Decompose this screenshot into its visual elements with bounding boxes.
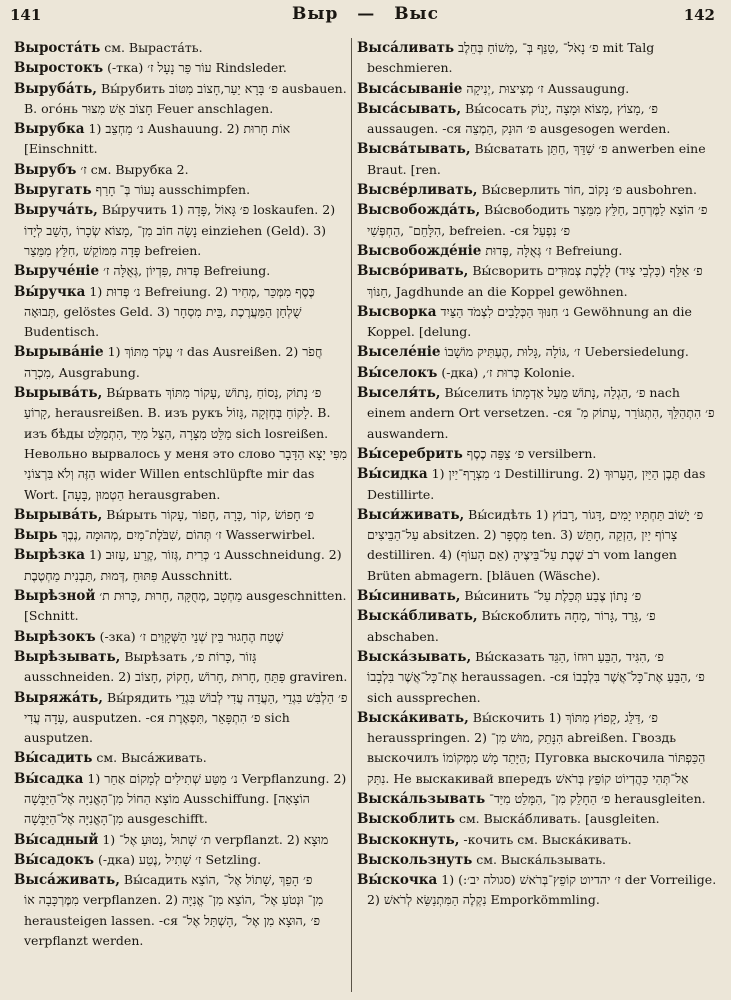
dictionary-entry <box>357 383 717 444</box>
entry-definition: Вы́сидѣть 1) פ׳ יָשׁוֹב תַּחְתָּיו יָמִים ,דָּגוֹר ,רָבוֹץ עַל־הַבֵּיצִים absitzen. 2) מִסְפָּר ten. 3) צָרוֹף יַיִן ,הַזְקֵה ,חָתֵּשׁ destilliren. 4) רֹב שֶׁבֶת עַל־בֵּיצֶיהָ (אֵם הָעוֹף) vom langen Brüten abmagern. [bläuen (Wäsche). <box>367 506 704 583</box>
entry-headword: Выскáльзывать <box>357 790 486 807</box>
dictionary-entry <box>14 627 348 647</box>
entry-definition: 1) ת׳ שָׁתוּל ,נָטוּעַ אֶל־ verpflanzt. 2) מוּצָא <box>98 831 329 847</box>
entry-headword: Выскользнуть <box>357 851 473 868</box>
entry-headword: Вырубáть, <box>14 80 98 97</box>
entry-headword: Вы́сидка <box>357 466 428 483</box>
entry-headword: Выскáбливать, <box>357 608 478 625</box>
entry-definition: 1) ז׳ יהדיוט קוֹפֵץ־בְּרֹאשׁ (סגולה יב׳:) der Vorreilige. 2) נִקְלֶה הַמִּתְנַשֵּׂא לְרֹאשׁ Emporkömmling. <box>367 872 717 908</box>
entry-headword: Вы́селокъ <box>357 364 438 381</box>
entry-headword: Вырывáть, <box>14 506 103 523</box>
dictionary-entry <box>14 505 348 525</box>
entry-definition: см. Вырастáть. <box>100 40 203 55</box>
dictionary-entry <box>357 363 717 383</box>
entry-headword: Высáсываніе <box>357 80 463 97</box>
dictionary-entry <box>357 200 717 241</box>
entry-definition: (-дка) ,כְּרוּת ז׳ Kolonie. <box>437 364 576 380</box>
entry-definition: פ׳ נָאֹל־ ,טַנֵּף בְּ־ ,מָשׁוֹחַ בְּחֵלֶב mit Talg beschmieren. <box>367 40 655 76</box>
entry-definition: 1) נ׳ פְּדוּת Befreiung. 2) כֶּסֶף מִמְּכַּר ,מְחִיר ,תְּבוּאָה gelöstes Geld. 3) שֻׁלְחַן הַמַּעֲרֶכֶת ,בֵּית מִסְחָר Budentisch. <box>24 283 315 340</box>
entry-definition: Вы́рвать פ׳ נָתוֹק ,נָסוֹחַ ,נָתוֹשׁ ,עָקוֹר מִתּוֹךְ ,קָרוֹעַ herausreißen. В. изъ рукъ לָקוֹחַ בְּחָזְקָה ,גָּזוֹל. В. изъ бѣды מַלֵּט מִצָּרָה ,הַצֵּל מִיַּד ,הִתְמַלֵּט sich losreißen. Невольно вырвалось у меня это слово מִפִּי יָצָא הַדָּבָר הַזֶּה וְלֹא בִּרְצוֹנִי wider Willen entschlüpfte mir das Wort. [הַטְמוּן ,בָּעָה herausgraben. <box>24 385 348 502</box>
dictionary-entry <box>14 200 348 261</box>
entry-headword: Высвобождéніе <box>357 242 482 259</box>
entry-definition: см. Выскáбливать. [ausgleiten. <box>454 811 660 827</box>
dictionary-entry <box>357 464 717 505</box>
entry-headword: Выручáть, <box>14 202 98 219</box>
entry-definition: Вы́селить פ׳ ,הַגְלֵה ,נָתוֹשׁ מֵעַל אַדְמָתוֹ nach einem andern Ort versetzen. -ся פ׳ הִתְהַלֵּךְ ,הִתְגּוֹרֵר ,עָתוֹק מִ־ auswandern. <box>367 385 715 441</box>
dictionary-entry <box>14 342 348 383</box>
entry-headword: Выселéніе <box>357 344 441 361</box>
entry-definition: Вы́рядить פ׳ הַלְבִּשׁ בִּגְדֵי ,הַעֲדֵה עֲדִי לְבוֹשׁ בִּגְדֵי ,עָדָה עֲדִי ausputzen. -ся פ׳ הִתְפָּאֵר ,תִּפְאֶרֶת sich ausputzen. <box>24 689 348 746</box>
entry-definition: Вы́сватать פ׳ שַׁדֵּךְ ,חַתֵּן anwerben eine Braut. [ren. <box>367 141 706 177</box>
dictionary-entry <box>357 38 717 79</box>
dictionary-entry <box>14 282 348 343</box>
entry-definition: ז׳ תְּהוֹם ,שִׁבֹּלֶת־מַיִם ,מְהוּמָה ,נֶבֶךְ Wasserwirbel. <box>57 527 316 543</box>
entry-definition: (-дка) ז׳ שָׁתִיל ,נֶטַע Setzling. <box>94 851 262 867</box>
entry-definition: נ׳ חִנּוּךְ הַכְּלָבִים לִצְמֹד הַצַּיִד Gewöhnung an die Koppel. [delung. <box>367 303 692 340</box>
entry-headword: Вы́скочка <box>357 872 438 889</box>
entry-definition: ז׳ מְצִיצוּת ,יְנִיקָה Aussaugung. <box>462 80 630 96</box>
entry-definition: Вырѣзать ,גָּזוֹר ,כָּרוֹת פ׳ ausschneiden. 2) פַּתֵּחַ ,חָרוּת ,חָרוֹשׁ ,חָקוֹק ,חָצוֹב graviren. <box>24 648 348 685</box>
entry-headword: Выскáкивать, <box>357 709 469 726</box>
entry-headword: Высáливать <box>357 40 455 56</box>
entry-definition: פְּדוּת ,פִּדְיוֹן ,גְּאֻלָּה ז׳ Befreiung. <box>99 263 271 279</box>
left-column <box>14 38 348 992</box>
dictionary-entry <box>357 302 717 343</box>
entry-definition: Вы́ручить 1) פ׳ גָּאוֹל ,פָּדָה loskaufen. 2) נָשָׂה חוֹב מִן־ ,מָצוֹא שְׂכָרוֹ ,הָשֵׁב לְיָדוֹ einziehen (Geld). 3) פָּדָה מִמּוֹקֵשׁ ,חִלֵּץ מִמֵּצַר befreien. <box>24 202 336 258</box>
dictionary-entry <box>14 545 348 586</box>
entry-definition: פ׳ הַחָלֵק מִן־ ,הִמָּלֵט מִיַּד־ herausgleiten. <box>485 790 706 806</box>
dictionary-entry <box>14 647 348 688</box>
dictionary-entry <box>357 586 717 606</box>
entry-definition: 1) נ׳ מַטַּע שְׁתִילִים לְמָקוֹם אַחֵר Verpflanzung. 2) מוֹצָא הַחוֹל מִן־הָאֳנִיָּה אֶל־הַיַּבָּשָׁה Ausschiffung. [הוֹצָאָה מִן־הָאֳנִיָּה אֶל־הַיַּבָּשָׁה ausgeschifft. <box>24 770 347 827</box>
right-column <box>357 38 717 992</box>
entry-headword: Вырѣзывать, <box>14 648 121 665</box>
dictionary-entry <box>14 180 348 200</box>
dictionary-entry <box>14 383 348 505</box>
dictionary-entry <box>357 708 717 789</box>
entry-definition: 1) נ׳ כְּרִית ,גְּזוֹר ,קֶרַע ,עָזוּב Ausschneidung. 2) פִּתּוּחַ ,דְּמוּת ,תַּבְנִית מַחְטֶבֶת Ausschnitt. <box>24 547 342 583</box>
entry-headword: Вы́садка <box>14 770 84 787</box>
dictionary-entry <box>357 139 717 180</box>
dictionary-entry <box>357 789 717 809</box>
dictionary-entry <box>357 606 717 647</box>
dictionary-entry <box>357 342 717 362</box>
entry-definition: 1) נ׳ מַחְצֵב Aushauung. 2) אוֹת חָרוּת [Einschnitt. <box>24 121 291 157</box>
entry-headword: Выси́живать, <box>357 506 465 523</box>
entry-headword: Выругать <box>14 182 92 199</box>
entry-headword: Вы́садный <box>14 831 99 848</box>
entry-definition: Вы́рыть פ׳ חָפוֹשׂ ,קוֹר ,כָּרָה ,חָפוֹר ,עָקוֹר <box>102 506 315 522</box>
entry-definition: -кочить см. Выскáкивать. <box>459 831 632 847</box>
entry-headword: Вырѣзка <box>14 547 85 564</box>
entry-headword: Высáживать, <box>14 872 120 889</box>
dictionary-entry <box>14 525 348 545</box>
entry-definition: Вы́сворить פ׳ אַלֵּף (כַּלְבֵי צַיִד) לָלֶכֶת צְמוּדִים ,חַנּוֹךְ Jagdhunde an die Koppel gewöhnen. <box>367 263 703 299</box>
entry-headword: Вы́синивать, <box>357 588 461 605</box>
entry-headword: Вы́садокъ <box>14 851 95 868</box>
dictionary-entry <box>14 160 348 180</box>
dictionary-entry <box>357 870 717 911</box>
dictionary-entry <box>14 748 348 768</box>
entry-definition: см. Высáживать. <box>92 750 207 766</box>
dictionary-entry <box>357 261 717 302</box>
page-number-left: 141 <box>10 6 42 24</box>
entry-headword: Высвáтывать, <box>357 141 471 158</box>
dictionary-entry <box>357 647 717 708</box>
entry-headword: Вырывáніе <box>14 344 104 361</box>
entry-definition: ז׳ גְּאֻלָּה ,פְּדוּת Befreiung. <box>481 242 623 258</box>
entry-headword: Высворка <box>357 303 437 320</box>
entry-definition: (-зка) שֶׁטַח הֶחָגוּר בֵּין שְׁנֵי הַשְּׁקָוִים ז׳ <box>95 628 284 644</box>
entry-headword: Выростокъ <box>14 60 104 77</box>
entry-headword: Выростáть <box>14 40 101 56</box>
page-number-right: 142 <box>683 6 715 24</box>
entry-definition: Вы́сказать פ׳ ,הִגִּיד ,הַבֵּעַ רוּחוֹ ,הַגֵּד אֶת־כָּל־אֲשֶׁר בִּלְבָבוֹ heraussagen. -ся פ׳ ,הַבֵּעַ אֶת־כָּל־אֲשֶׁר בִּלְבָבוֹ sich aussprechen. <box>367 648 705 705</box>
entry-definition: נָעוֹר בְּ־ חָרַף ausschimpfen. <box>91 182 251 198</box>
entry-headword: Вы́садить <box>14 750 93 767</box>
dictionary-entry <box>357 99 717 140</box>
entry-headword: Высвобождáть, <box>357 202 481 219</box>
entry-headword: Выскокнуть, <box>357 831 460 848</box>
entry-definition: (-тка) עוֹר פַּר נָעָל ז׳ Rindsleder. <box>103 60 287 76</box>
entry-headword: Вырывáть, <box>14 385 103 402</box>
dictionary-entry <box>14 38 348 58</box>
entry-headword: Выселя́ть, <box>357 385 441 402</box>
entry-headword: Выручéніе <box>14 263 100 280</box>
dictionary-entry <box>357 180 717 200</box>
dictionary-entry <box>14 586 348 627</box>
dictionary-entry <box>14 769 348 830</box>
running-head <box>0 4 731 24</box>
dictionary-entry <box>357 241 717 261</box>
dictionary-entry <box>14 58 348 78</box>
range-start: Выр <box>292 4 339 24</box>
entry-headword: Вырубка <box>14 121 85 138</box>
entry-headword: Вырѣзокъ <box>14 628 96 645</box>
entry-headword: Высвéрливать, <box>357 182 478 199</box>
dictionary-entry <box>14 688 348 749</box>
range-end: Выс <box>394 4 439 24</box>
entry-definition: Вы́рубить פ׳ בָּרָא יַעַר,חָצוֹב מִטּוֹב ausbauen. В. огóнь חָצוֹב אֵשׁ מִצּוּר Feuer anschlagen. <box>24 80 347 116</box>
column-divider <box>351 38 352 992</box>
dictionary-entry <box>357 79 717 99</box>
dictionary-entry <box>14 870 348 951</box>
entry-headword: Выскáзывать, <box>357 648 472 665</box>
dictionary-entry <box>357 850 717 870</box>
entry-definition: Вы́сосать פ׳ ,מָצוֹץ ,מָצוֹא וּמָצָה ,יָנוֹק aussaugen. -ся פ׳ הוּנַק ,הַמְצֵה ausgesogen werden. <box>367 100 671 137</box>
entry-headword: Высвóривать, <box>357 263 469 280</box>
dictionary-entry <box>357 809 717 829</box>
dictionary-entry <box>14 119 348 160</box>
entry-definition: Вы́скоблить פ׳ ,גָּרֵד ,גָּרוֹר ,מָחָה abschaben. <box>367 608 656 644</box>
entry-definition: 1) ז׳ עֲקֹר מִתּוֹךְ das Ausreißen. 2) חֲפֹר ,מִכְרָה Ausgrabung. <box>24 344 323 380</box>
entry-headword: Вы́серебрить <box>357 445 463 462</box>
dictionary-entry <box>14 830 348 850</box>
dictionary-entry <box>357 444 717 464</box>
dictionary-entry <box>14 261 348 281</box>
entry-headword: Вырубъ <box>14 161 77 178</box>
entry-definition: ז׳ см. Вырубка 2. <box>76 161 189 177</box>
dictionary-entry <box>357 830 717 850</box>
entry-definition: см. Выскáльзывать. <box>472 851 607 867</box>
entry-definition: 1) נ׳ מִצְרָף־יַיִן Destillirung. 2) תֶּבֶן הַיַּיִן ,הָעָרוּךְ das Destillirte. <box>367 466 706 502</box>
range-dash: — <box>357 4 376 24</box>
dictionary-entry <box>357 505 717 586</box>
entry-definition: Вы́садить פ׳ הָפֵךְ ,שָׁתוֹל אֶל־ ,הוֹצֵא מִמֶּרְכָּבָה אוֹ verpflanzen. 2) מִן־ וּנְטֹעַ אֶל־ ,הוֹצֵא מִן־ אֱנִיָּה herausteigen lassen. -ся פ׳ ,הוּצָא מִן אֶל־ ,הָשְׁתַּל אֶל־ verpflanzt werden. <box>24 872 324 949</box>
entry-headword: Выряжáть, <box>14 689 103 706</box>
entry-headword: Высáсывать, <box>357 100 462 117</box>
dictionary-entry <box>14 850 348 870</box>
entry-definition: ז׳ ,גּוֹלָה ,גָּלוּת ,הֶעְתִּיק מוֹשָׁבוֹ Uebersiedelung. <box>440 344 689 360</box>
entry-definition: מַחְטָב ,מְחֻקָּה ,חָרוּת ,כָּרוּת ת׳ ausgeschnitten. [Schnitt. <box>24 588 347 624</box>
entry-definition: Вы́скочить 1) פ׳ ,דַּלֵּג ,קָפוֹץ מִתּוֹךְ herausspringen. 2) הִנָּתֵק ,מוּשׁ מִן־ abreißen. Гвоздь выскочилъ הַיָּתֵד מָשׁ מִמְּקוֹמוֹ; Пуговка выскочила הַכַּפְתּוֹר נִתַּק. Не выскакивай впередъ אַל־תְּהִי כַּהֲדְיוֹט קוֹפֵץ בְּרֹאשׁ <box>367 709 706 786</box>
entry-definition: Вы́синить פ׳ נָתוֹן צֶבַע תְּכֵלֶת עַל־ <box>460 588 642 604</box>
entry-definition: Вы́сверлить פ׳ נָקוֹב ,חוֹר ausbohren. <box>477 182 697 198</box>
entry-headword: Вы́ручка <box>14 283 86 300</box>
entry-definition: פ׳ צַפֵּה כֶסֶף versilbern. <box>462 445 597 461</box>
page-header <box>0 0 731 32</box>
entry-headword: Выскоблить <box>357 811 455 828</box>
entry-headword: Вырь <box>14 527 58 544</box>
entry-definition: Вы́свободить פ׳ הוֹצֵא לַמֶּרְחָב ,חַלֵּץ מִמֵּצַר ,הִלָּחֵם־ ,הַחְפְּשִׁי befreien. -ся פ׳ נִפְעַל <box>367 202 708 238</box>
entry-headword: Вырѣзной <box>14 588 96 605</box>
dictionary-entry <box>14 79 348 120</box>
